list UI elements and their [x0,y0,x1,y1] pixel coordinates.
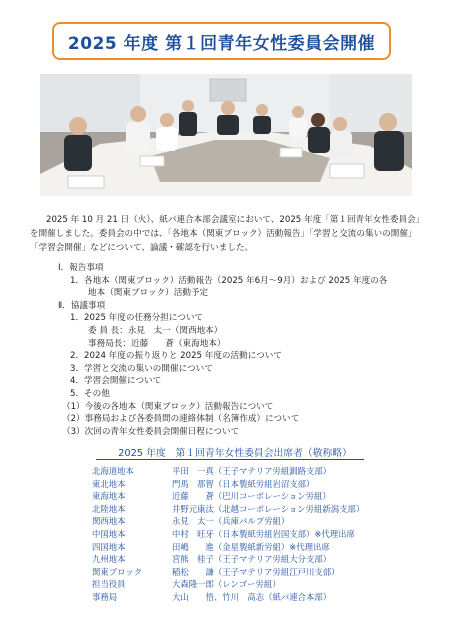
attendee-row [92,465,432,478]
attendees-list [92,465,432,604]
agenda-section [58,262,428,438]
other-item-1: （1）今後の各地本（関東ブロック）活動報告について [62,401,274,412]
attendee-region: 東北地本 [92,478,126,489]
attendee-row [92,528,432,541]
report-item-1b: 地本（関東ブロック）活動予定 [88,288,209,299]
attendee-region: 事務局 [92,591,118,602]
attendee-name: 近藤 蒼（巴川コーポレーション労組） [172,491,331,502]
discussion-item-3: 3．学習と交流の集いの開催について [70,363,213,374]
attendee-name: 稲松 謙（王子マテリア労組江戸川支部） [172,566,340,577]
discussion-item-2: 2．2024 年度の振り返りと 2025 年度の活動について [70,351,282,362]
attendee-region: 北海道地本 [92,466,134,476]
attendee-row [92,591,432,604]
attendee-row [92,578,432,591]
attendees-title-underline [96,459,364,460]
discussion-item-4: 4．学習会開催について [70,376,162,387]
attendee-region: 東海地本 [92,491,126,502]
attendee-region: 中国地本 [92,528,126,539]
chair-line: 委 員 長：永見 太一（関西地本） [88,325,223,336]
page-title: 2025 年度 第１回青年女性委員会開催 [67,33,376,54]
attendee-name: 平田 一真（王子マテリア労組釧路支部） [172,466,332,476]
meeting-photo [40,74,412,196]
discussion-item-5: 5．その他 [70,388,110,399]
discussion-item-1: 1．2025 年度の任務分担について [70,313,204,324]
attendee-name: 永見 太一（兵庫パルプ労組） [172,516,290,527]
attendee-name: 田嶋 進（金星製紙新労組）※代理出席 [172,541,330,552]
attendee-name: 中村 旺牙（日本製紙労組岩国支部）※代理出席 [172,528,355,539]
attendee-region: 四国地本 [92,541,126,552]
attendees-title: 2025 年度 第１回青年女性委員会出席者（敬称略） [118,448,352,459]
report-item-1a: 1．各地本（関東ブロック）活動報告（2025 年6月～9月）および 2025 年度の各 [70,275,388,286]
title-banner [52,22,391,60]
attendee-name: 宮熊 桂子（王子マテリア労組大分支部） [172,554,332,565]
other-item-2: （2）事務局および各委員間の連絡体制（名簿作成）について [62,414,300,425]
attendee-region: 北陸地本 [92,503,126,514]
attendee-region: 関西地本 [92,516,126,527]
meeting-photo-illustration [40,74,412,196]
attendee-row [92,503,432,516]
intro-paragraph: 2025 年 10 月 21 日（火）、紙パ連合本部会議室において、2025 年度「第１回青年女性委員会」を開催しました。委員会の中では、「各地本（関東ブロック）活動報告」「学習と交流の集いの開催」「学習会開催」などについて、論議・確認を行いました。 [30,215,421,253]
discussion-heading: Ⅱ．協議事項 [58,300,106,311]
attendee-row [92,478,432,491]
attendee-region: 関東ブロック [92,566,143,577]
attendee-region: 担当役員 [92,579,126,590]
attendee-row [92,553,432,566]
attendee-name: 大山 悟、竹川 高志（紙パ連合本部） [172,591,332,602]
attendee-row [92,490,432,503]
attendee-row [92,566,432,579]
attendee-row [92,515,432,528]
secretary-line: 事務局長：近藤 蒼（東海地本） [88,338,226,349]
attendee-region: 九州地本 [92,554,126,565]
attendee-name: 大森隆一郎（レンゴー労組） [172,579,281,590]
attendee-row [92,541,432,554]
report-heading: Ⅰ．報告事項 [58,263,104,273]
attendee-name: 門馬 那智（日本製紙労組岩沼支部） [172,478,315,489]
other-item-3: （3）次回の青年女性委員会開催日程について [62,426,240,437]
attendee-name: 井野元康汰（北越コーポレーション労組新潟支部） [172,503,365,514]
